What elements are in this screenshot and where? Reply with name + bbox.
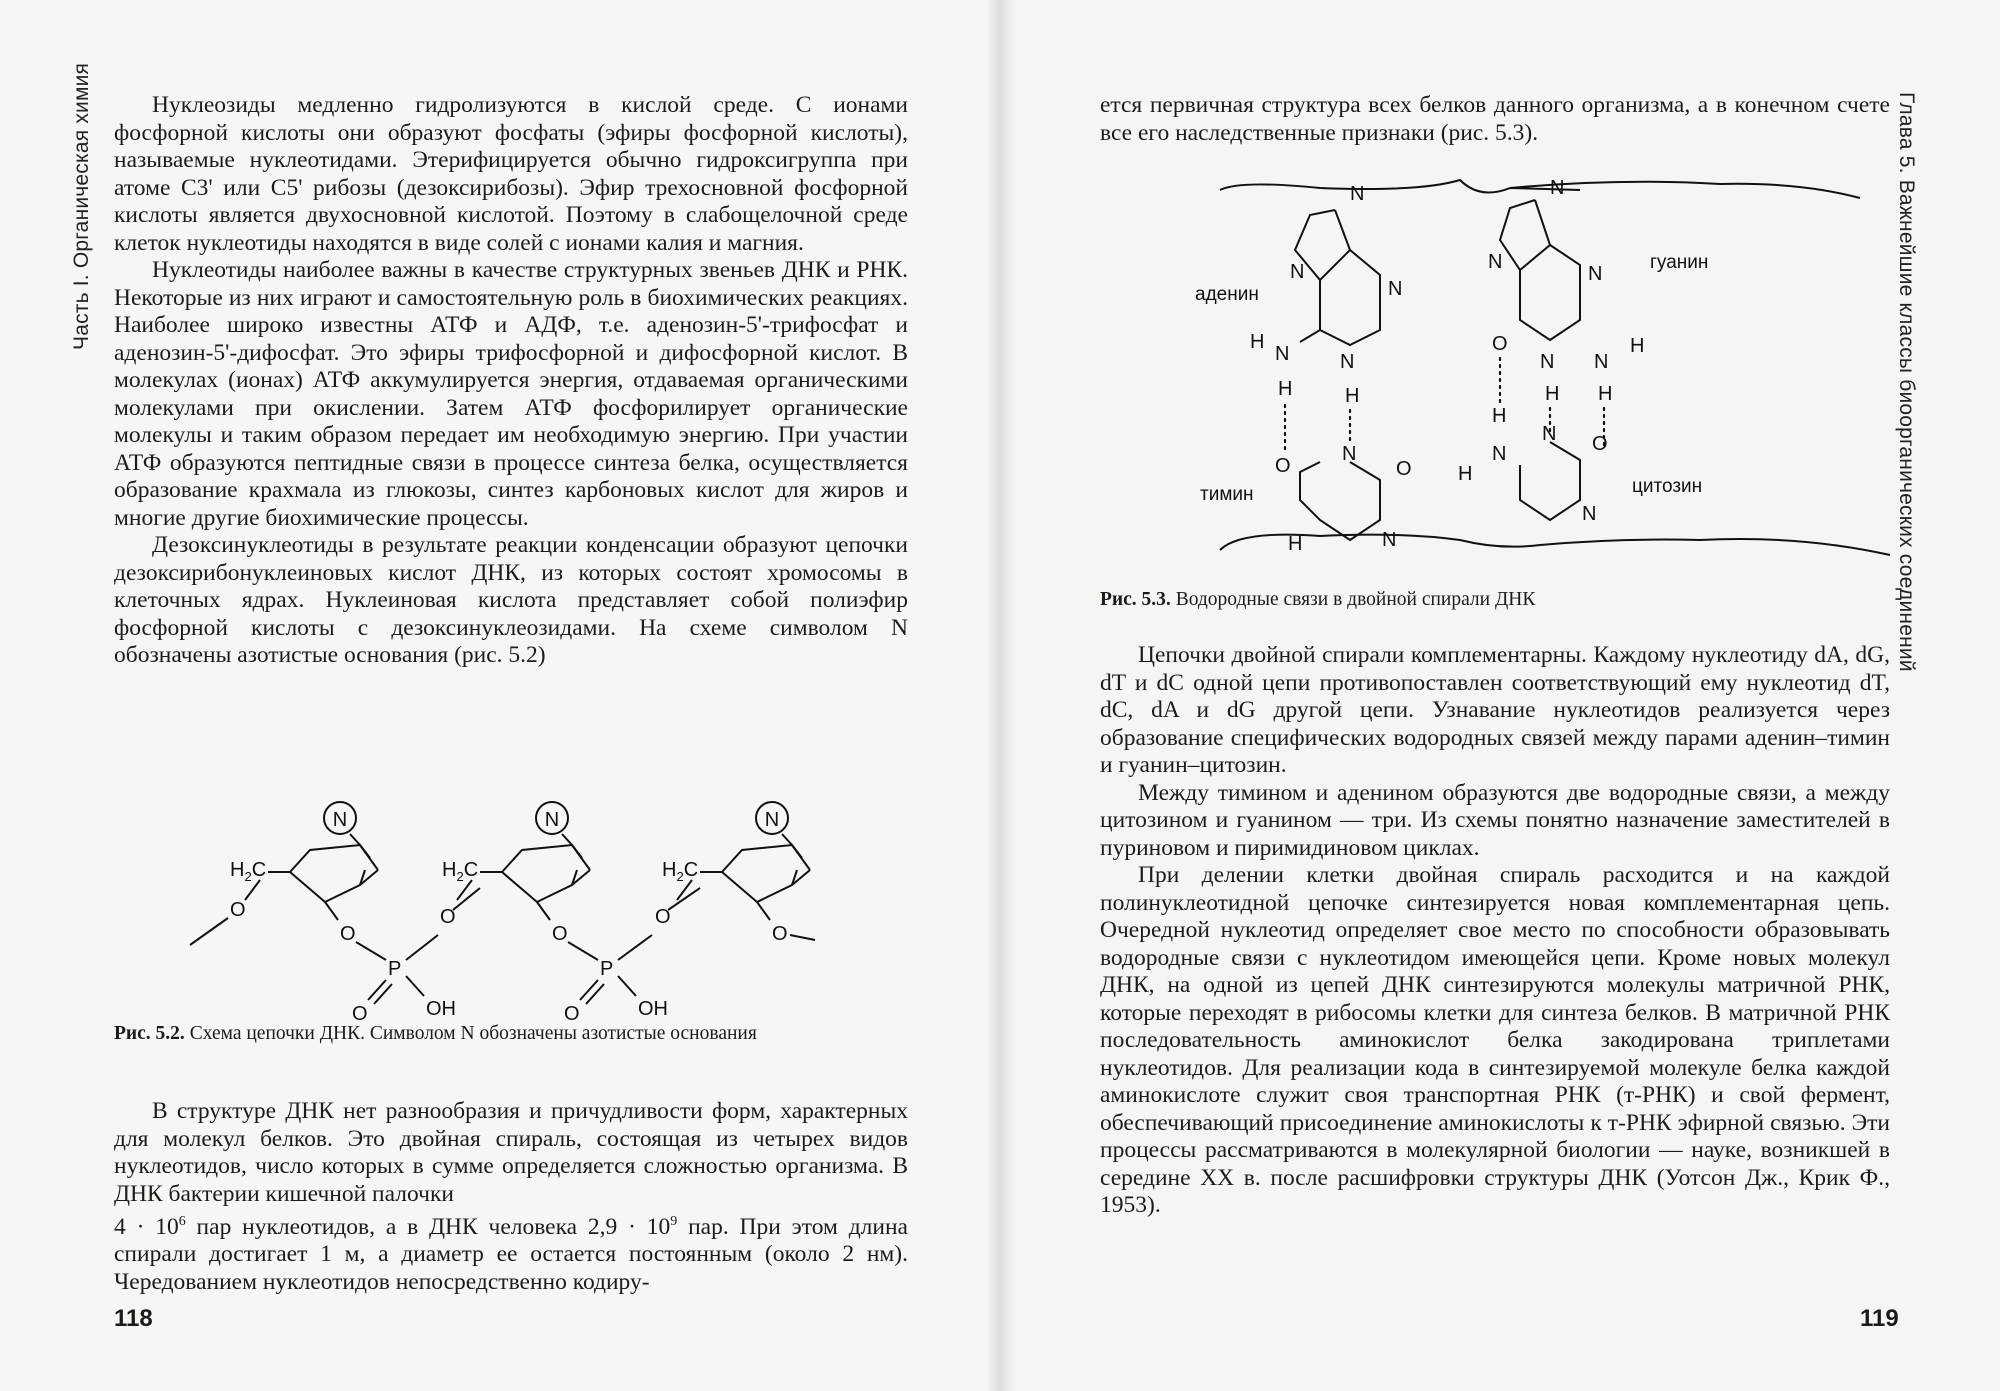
atom-h: H [1278,378,1293,400]
atom-o: O [1492,333,1508,355]
p-o-bond [406,935,438,960]
atom-n: N [1340,351,1355,373]
paragraph-continued: ется первичная структура всех белков данного организма, а в конечном счете все его наследственные признаки (рис. 5.3). [1100,92,1890,146]
atom-h: H [1345,385,1360,407]
o-p-bond [568,942,598,960]
paragraph-complementarity: Цепочки двойной спирали комплементарны. Каждому нуклеотиду dA, dG, dT и dC одной цепи противопоставлен соответствующий ему нуклеотид dT, dC, dA и dG другой цепи. Узнавание нуклеотидов реализуется через образование специфических водородных связей между парами аденин–тимин и гуанин–цитозин. [1100,642,1890,778]
atom-n: N [1382,529,1397,551]
adenine-label: аденин [1195,284,1259,305]
paragraph-cell-division: При делении клетки двойная спираль расходится и на каждой полинуклеотидной цепочке синтезируется новая комплементарная цепь. Очередной нуклеотид определяет свое место по способности образовывать водородные связи с нуклеотидом имеющейся цепи. Кроме новых молекул ДНК, на одной из цепей ДНК синтезируются молекулы матричной РНК, которые переходят в рибосомы клетки для синтеза белков. В матричной РНК последовательность аминокислот белка закодирована триплетами нуклеотидов. Для реализации кода в синтезируемой молекуле белка каждой аминокислоте служит своя транспортная РНК (т-РНК) и свой фермент, обеспечивающий присоединение аминокислоты к т-РНК эфирной связью. Эти процессы рассматриваются в молекулярной биологии — науке, возникшей в середине XX в. после расшифровки структуры ДНК (Уотсон Дж., Крик Ф., 1953). [1100,862,1890,1218]
atom-h: H [1288,533,1303,555]
glycosidic-bond [350,834,360,845]
figure-5-3-hydrogen-bonds [1195,170,1900,570]
figure-5-2-caption: Рис. 5.2. Схема цепочки ДНК. Символом N обозначены азотистые основания [114,1023,757,1044]
phosphorus-label: P [600,958,614,980]
oxygen-label: O [655,906,671,928]
atom-n: N [1492,443,1507,465]
atom-o: O [1275,455,1291,477]
atom-n: N [1550,177,1565,199]
atom-n: N [1388,278,1403,300]
sugar-ring-top [290,845,378,872]
p-o-bond [618,935,652,960]
c3-o-bond [325,902,338,920]
cytosine-ring [1520,442,1580,520]
p-o-double-bond [580,980,598,1000]
right-text-top [1100,92,1890,147]
oxygen-label: O [230,899,246,921]
guanine-6-ring [1520,245,1580,340]
amine-bond [1300,330,1320,342]
nucleotide-unit [230,802,378,920]
right-page-number: 119 [1860,1305,1899,1332]
thymine-ring [1300,462,1380,540]
atom-h: H [1492,405,1507,427]
guanine-5-ring [1500,200,1550,270]
right-text-bottom [1100,642,1890,1220]
atom-n: N [1342,443,1357,465]
oxygen-label: O [564,1003,580,1025]
paragraph-nucleosides: Нуклеозиды медленно гидролизуются в кислой среде. С ионами фосфорной кислоты они образуют фосфаты (эфиры фосфорной кислоты), называемые нуклеотидами. Этерифицируется обычно гидроксигруппа при атоме C3' или C5' рибозы (дезоксирибозы). Эфир трехосновной фосфорной кислоты является двухосновной кислотой. Поэтому в слабощелочной среде клеток нуклеотиды находятся в виде солей с ионами калия и магния. [114,92,908,256]
paragraph-nucleotides: Нуклеотиды наиболее важны в качестве структурных звеньев ДНК и РНК. Некоторые из них играют и самостоятельную роль в биохимических реакциях. Наиболее широко известны АТФ и АДФ, т.е. аденозин-5'-трифосфат и аденозин-5'-дифосфат. Это эфиры трифосфорной и дифосфорной кислот. В молекулах (ионах) АТФ аккумулируется энергия, отдаваемая органическими молекулами при окислении. Затем АТФ фосфорилирует органические молекулы и таким образом передает им необходимую энергию. При участии АТФ образуются пептидные связи в процессе синтеза белка, осуществляется образование крахмала из глюкозы, синтез карбоновых кислот для жиров и многие другие биохимические процессы. [114,257,908,531]
oxygen-label: O [552,923,568,945]
atom-n: N [1588,263,1603,285]
adenine-6-ring [1320,250,1380,345]
h2c-label: $H_2C$ [230,859,267,884]
phosphorus-label: P [388,958,402,980]
left-page-number: 118 [114,1305,153,1332]
figure-5-3-caption: Рис. 5.3. Водородные связи в двойной спирали ДНК [1100,589,1536,610]
guanine-label: гуанин [1650,252,1709,273]
cytosine-label: цитозин [1632,476,1703,497]
oxygen-label: O [772,923,788,945]
left-text-top [114,92,908,670]
oxygen-label: O [340,923,356,945]
atom-n: N [1540,351,1555,373]
base-label: N [332,809,348,831]
p-o-double-bond [374,984,392,1004]
o-p-bond [356,942,386,960]
paragraph-dna-structure-cont: $4 \cdot 10^6$ пар нуклеотидов, а в ДНК человека $2,9 \cdot 10^9$ пар. При этом длина спирали достигает 1 м, а диаметр ее остается постоянным (около 2 нм). Чередованием нуклеотидов непосредственно кодиру- [114,1213,908,1295]
ring-bond [360,845,370,858]
atom-h: H [1458,463,1473,485]
figure-5-2-dna-chain [190,790,990,1025]
p-oh-bond [406,976,424,996]
atom-n: N [1542,423,1557,445]
atom-n: N [1594,351,1609,373]
paragraph-dna-structure: В структуре ДНК нет разнообразия и причудливости форм, характерных для молекул белков. Это двойная спираль, состоящая из четырех видов нуклеотидов, число которых в сумме определяется сложностью организма. В ДНК бактерии кишечной палочки [114,1098,908,1207]
left-text-bottom [114,1098,908,1296]
atom-o: O [1396,458,1412,480]
nucleotide-unit-3 [662,802,810,920]
atom-h: H [1630,335,1645,357]
atom-o: O [1592,433,1608,455]
oxygen-label: O [352,1003,368,1025]
atom-h: H [1250,331,1265,353]
atom-n: N [1350,183,1365,205]
chain-bond-start [190,918,228,945]
atom-n: N [1488,251,1503,273]
atom-n: N [1275,343,1290,365]
paragraph-hydrogen-bonds: Между тимином и аденином образуются две водородные связи, а между цитозином и гуанином — три. Из схемы понятно назначение заместителей в пуриновом и пиримидиновом циклах. [1100,779,1890,861]
sugar-ring-bottom [290,870,378,902]
hydroxyl-label: OH [638,998,668,1020]
atom-n: N [1582,503,1597,525]
atom-h: H [1598,383,1613,405]
nucleotide-unit-2 [442,802,590,920]
atom-n: N [1290,261,1305,283]
atom-h: H [1545,383,1560,405]
right-running-head: Глава 5. Важнейшие классы биоорганических соединений [1895,92,1918,672]
strand-bottom [1220,535,1890,555]
paragraph-deoxynucleotides: Дезоксинуклеотиды в результате реакции конденсации образуют цепочки дезоксирибонуклеиновых кислот ДНК, из которых состоят хромосомы в клеточных ядрах. Нуклеиновая кислота представляет собой полиэфир фосфорной кислоты с дезоксинуклеозидами. На схеме символом N обозначены азотистые основания (рис. 5.2) [114,532,908,668]
p-oh-bond [618,976,636,996]
left-running-head: Часть I. Органическая химия [70,62,93,350]
oxygen-label: O [440,906,456,928]
p-o-double-bond [368,980,386,1000]
chain-bond-end [790,935,815,940]
book-gutter [986,0,1014,1391]
p-o-double-bond [586,984,604,1004]
hydroxyl-label: OH [426,998,456,1020]
thymine-label: тимин [1200,484,1254,505]
